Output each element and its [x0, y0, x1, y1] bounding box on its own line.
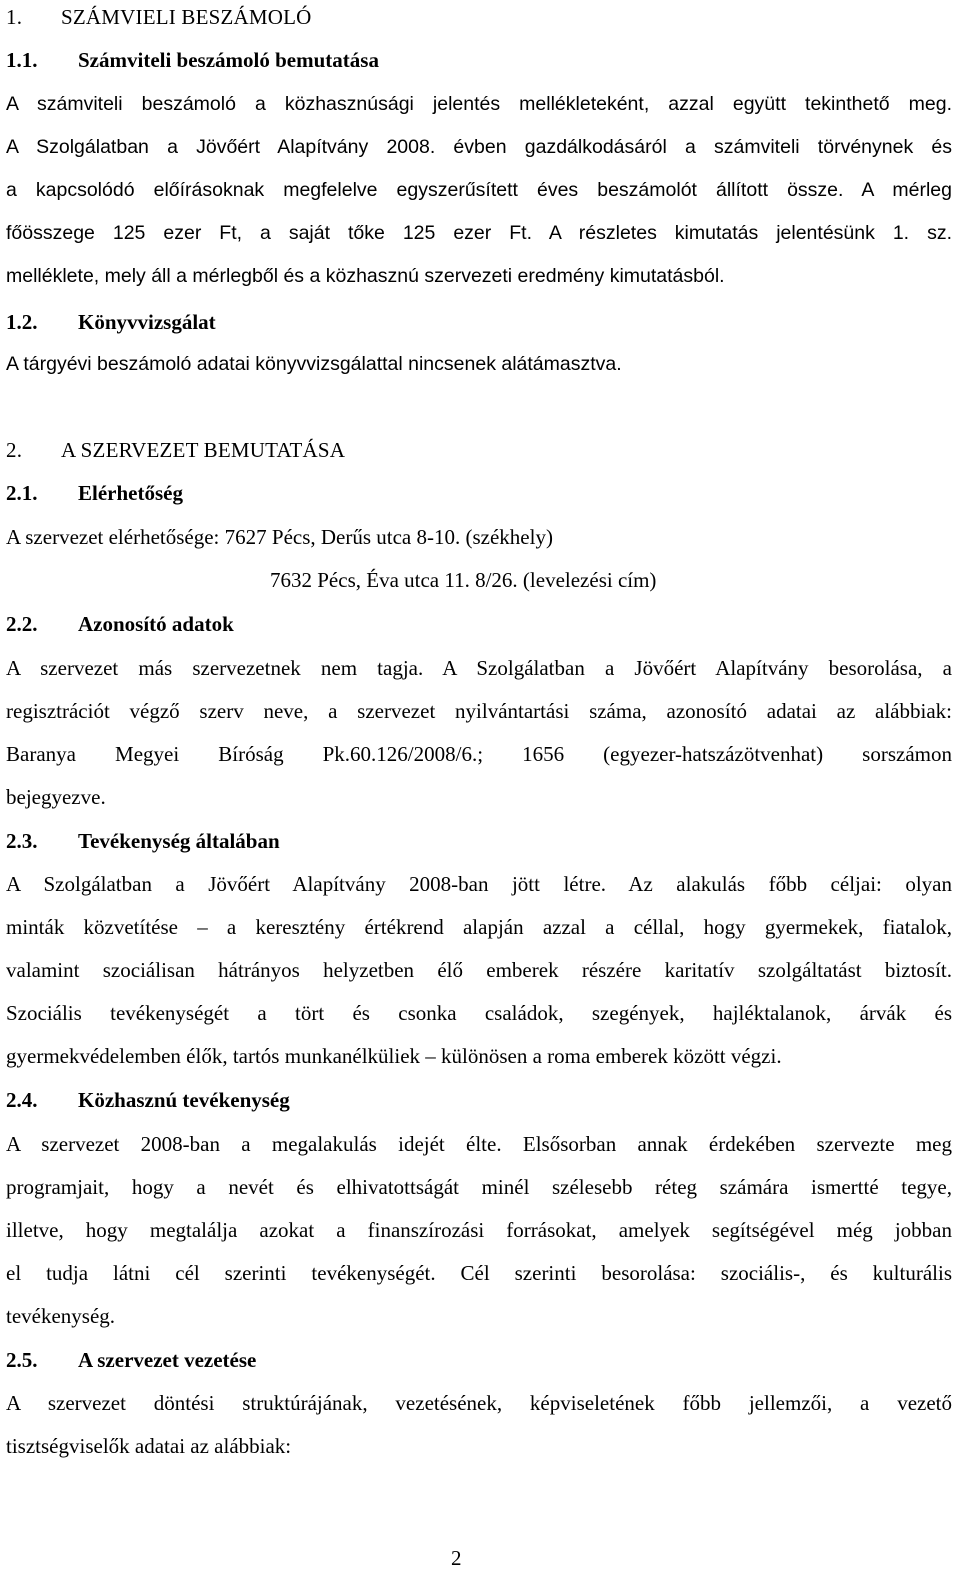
section-title: A SZERVEZET BEMUTATÁSA [61, 438, 346, 462]
paragraph-line: bejegyezve. [6, 785, 106, 809]
paragraph-line: A szervezet más szervezetnek nem tagja. A Szolgálatban a Jövőért Alapítvány besorolása, a [6, 656, 952, 680]
subsection-number: 2.4. [6, 1088, 38, 1112]
paragraph-line: A szervezet 2008-ban a megalakulás idejét élte. Elsősorban annak érdekében szervezte meg [6, 1132, 952, 1156]
subsection-title: Azonosító adatok [78, 612, 234, 636]
paragraph-line: gyermekvédelemben élők, tartós munkanélküliek – különösen a roma emberek között végzi. [6, 1044, 782, 1068]
section-number: 2. [6, 438, 23, 462]
section-number: 1. [6, 5, 23, 29]
paragraph-line: programjait, hogy a nevét és elhivatottságát minél szélesebb réteg számára ismertté tegye, [6, 1175, 952, 1199]
subsection-number: 2.2. [6, 612, 38, 636]
paragraph-line: főösszege 125 ezer Ft, a saját tőke 125 ezer Ft. A részletes kimutatás jelentésünk 1. sz. [6, 222, 952, 244]
paragraph-line: A számviteli beszámoló a közhasznúsági jelentés mellékleteként, azzal együtt tekinthető meg. [6, 93, 952, 115]
paragraph-line: A Szolgálatban a Jövőért Alapítvány 2008. évben gazdálkodásáról a számviteli törvénynek és [6, 136, 952, 158]
paragraph-line: illetve, hogy megtalálja azokat a finanszírozási forrásokat, amelyek segítségével még jobban [6, 1218, 952, 1242]
section-title: SZÁMVIELI BESZÁMOLÓ [61, 5, 312, 29]
paragraph-line: Baranya Megyei Bíróság Pk.60.126/2008/6.; 1656 (egyezer-hatszázötvenhat) sorszámon [6, 742, 952, 766]
paragraph-line: tisztségviselők adatai az alábbiak: [6, 1434, 292, 1458]
paragraph-line: A Szolgálatban a Jövőért Alapítvány 2008-ban jött létre. Az alakulás főbb céljai: olyan [6, 872, 952, 896]
paragraph-line: regisztrációt végző szerv neve, a szervezet nyilvántartási száma, azonosító adatai az alábbiak: [6, 699, 952, 723]
paragraph-line: A tárgyévi beszámoló adatai könyvvizsgálattal nincsenek alátámasztva. [6, 353, 622, 375]
paragraph-line: minták közvetítése – a keresztény értékrend alapján azzal a céllal, hogy gyermekek, fiatalok, [6, 915, 952, 939]
subsection-title: Tevékenység általában [78, 829, 280, 853]
subsection-number: 1.1. [6, 48, 38, 72]
subsection-number: 2.5. [6, 1348, 38, 1372]
paragraph-line: Szociális tevékenységét a tört és csonka családok, szegények, hajléktalanok, árvák és [6, 1001, 952, 1025]
paragraph-line: tevékenység. [6, 1304, 116, 1328]
paragraph-line: melléklete, mely áll a mérlegből és a közhasznú szervezeti eredmény kimutatásból. [6, 265, 725, 287]
address-line-seat: A szervezet elérhetősége: 7627 Pécs, Derűs utca 8-10. (székhely) [6, 525, 553, 549]
paragraph-line: a kapcsolódó előírásoknak megfelelve egyszerűsített éves beszámolót állított össze. A mérleg [6, 179, 952, 201]
paragraph-line: valamint szociálisan hátrányos helyzetben élő emberek részére karitatív szolgáltatást biztosít. [6, 958, 952, 982]
subsection-title: Könyvvizsgálat [78, 310, 216, 334]
page-number: 2 [451, 1546, 462, 1570]
subsection-number: 1.2. [6, 310, 38, 334]
subsection-title: Számviteli beszámoló bemutatása [78, 48, 379, 72]
subsection-number: 2.3. [6, 829, 38, 853]
subsection-title: Elérhetőség [78, 481, 183, 505]
subsection-number: 2.1. [6, 481, 38, 505]
address-line-mailing: 7632 Pécs, Éva utca 11. 8/26. (levelezési cím) [270, 568, 657, 592]
paragraph-line: A szervezet döntési struktúrájának, vezetésének, képviseletének főbb jellemzői, a vezető [6, 1391, 952, 1415]
subsection-title: A szervezet vezetése [78, 1348, 257, 1372]
paragraph-line: el tudja látni cél szerinti tevékenységét. Cél szerinti besorolása: szociális-, és kulturális [6, 1261, 952, 1285]
subsection-title: Közhasznú tevékenység [78, 1088, 290, 1112]
